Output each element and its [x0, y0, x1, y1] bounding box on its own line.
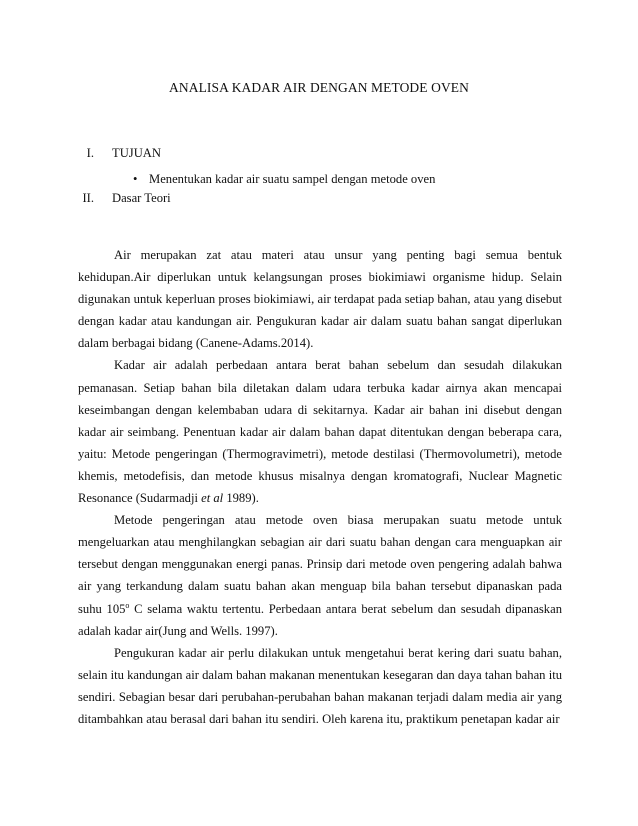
section-heading-dasar-teori — [0, 189, 638, 207]
objective-list-item — [133, 170, 435, 188]
section-heading-tujuan — [0, 144, 638, 162]
section-label: TUJUAN — [112, 146, 161, 160]
page-title: ANALISA KADAR AIR DENGAN METODE OVEN — [169, 80, 469, 95]
paragraph-2-text: Kadar air adalah perbedaan antara berat bahan sebelum dan sesudah dilakukan pemanasan. Setiap bahan bila diletakan dalam udara terbuka kadar airnya akan mencapai keseimbangan dengan kelembaban udara di sekitarnya. Kadar air bahan ini disebut dengan kadar air seimbang. Penentuan kadar air dalam bahan dapat ditentukan dengan beberapa cara, yaitu: Metode pengeringan (Thermogravimetri), metode destilasi (Thermovolumetri), metode khemis, metodefisis, dan metode khusus misalnya dengan kromatografi, Nuclear Magnetic Resonance — [78, 358, 562, 506]
citation-open: (Sudarmadji — [135, 491, 202, 506]
bullet-icon: • — [133, 172, 138, 186]
paragraph-3 — [78, 509, 562, 642]
degree-mark: o — [125, 600, 130, 610]
section-label: Dasar Teori — [112, 191, 171, 205]
temperature-value: 105 — [106, 601, 126, 616]
section-numeral: II. — [82, 191, 94, 205]
section-numeral: I. — [86, 146, 94, 160]
paragraph-2 — [78, 354, 562, 509]
paragraph-4: Pengukuran kadar air perlu dilakukan untuk mengetahui berat kering dari suatu bahan, selain itu kandungan air dalam bahan makanan menentukan kesegaran dan daya tahan bahan itu sendiri. Sebagian besar dari perubahan-perubahan bahan makanan terjadi dalam media air yang ditambahkan atau berasal dari bahan itu sendiri. Oleh karena itu, praktikum penetapan kadar air — [78, 645, 562, 726]
citation-etal: et al — [201, 491, 224, 506]
body-text — [78, 244, 562, 730]
citation-close: 1989). — [223, 491, 259, 506]
paragraph-1: Air merupakan zat atau materi atau unsur yang penting bagi semua bentuk kehidupan.Air diperlukan untuk kelangsungan proses biokimiawi organisme hidup. Selain digunakan untuk keperluan proses biokimiawi, air terdapat pada setiap bahan, atau yang disebut dengan kadar atau kandungan air. Pengukuran kadar air dalam suatu bahan sangat diperlukan dalam berbagai bidang (Canene-Adams.2014). — [78, 248, 562, 351]
objective-text: Menentukan kadar air suatu sampel dengan metode oven — [149, 172, 436, 186]
paragraph-3-text: Metode pengeringan atau metode oven biasa merupakan suatu metode untuk mengeluarkan atau menghilangkan sebagian air dari suatu bahan dengan cara menguapkan air tersebut dengan menggunakan energi panas. Prinsip dari metode oven pengering adalah bahwa air yang terkandung dalam suatu bahan akan menguap bila bahan tersebut dipanaskan pada suhu — [78, 513, 562, 616]
paragraph-3-rest: C selama waktu tertentu. Perbedaan antara berat sebelum dan sesudah dipanaskan adalah kadar air(Jung and Wells. 1997). — [78, 601, 562, 638]
